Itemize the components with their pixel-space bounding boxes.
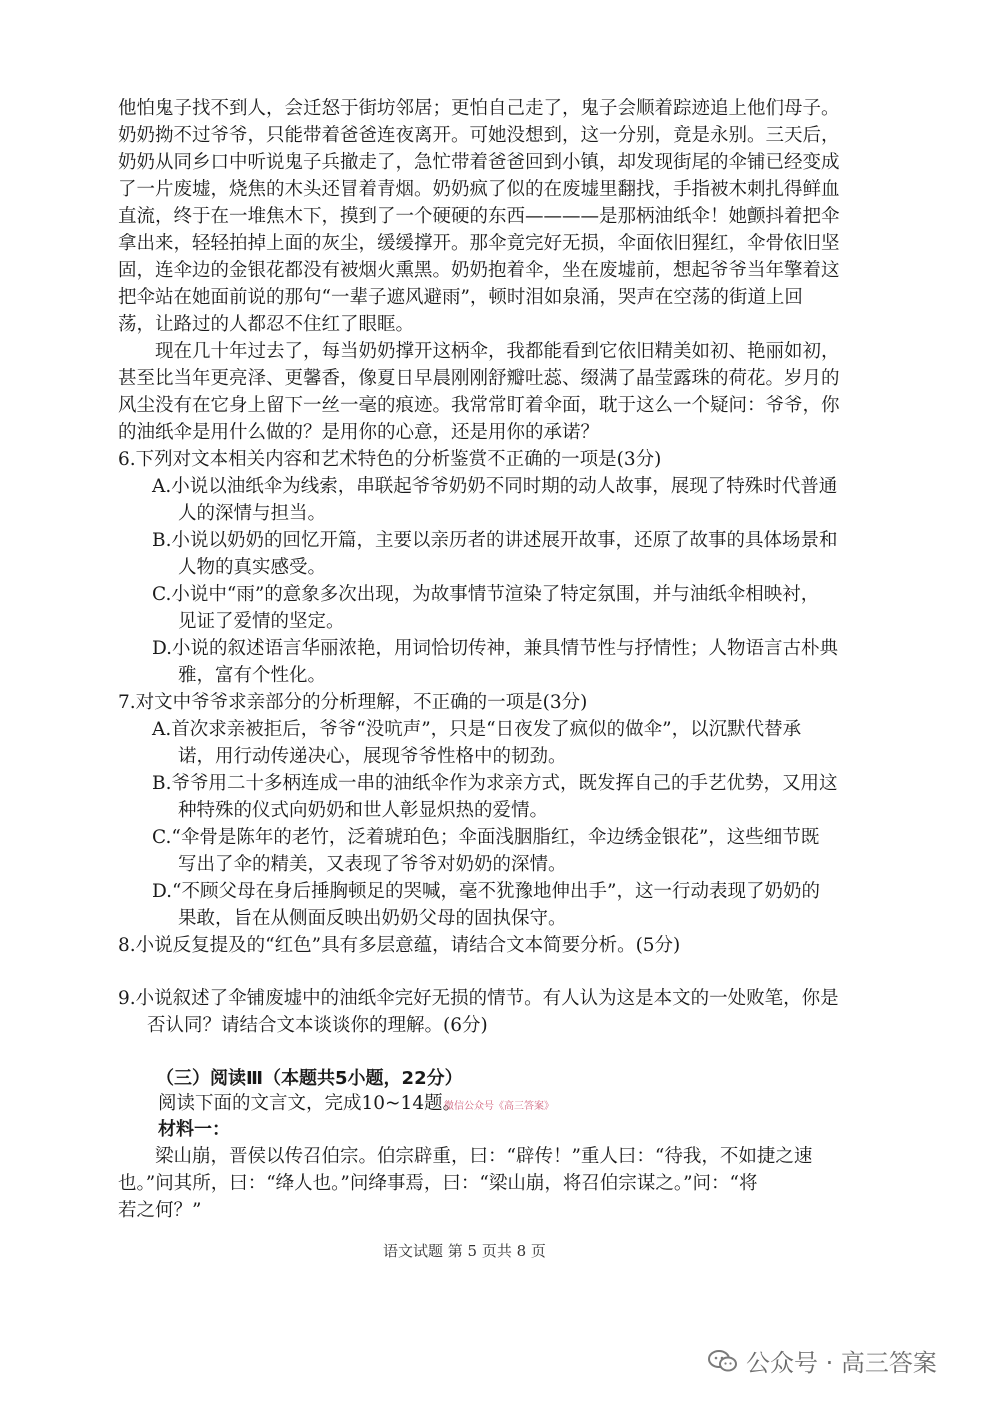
question-7-option-d: D.“不顾父母在身后捶胸顿足的哭喊，毫不犹豫地伸出手”，这一行动表现了奶奶的 xyxy=(152,881,820,902)
wechat-icon xyxy=(708,1349,738,1373)
question-9: 9.小说叙述了伞铺废墟中的油纸伞完好无损的情节。有人认为这是本文的一处败笔，你是 xyxy=(118,988,839,1009)
passage-line: 风尘没有在它身上留下一丝一毫的痕迹。我常常盯着伞面，耽于这么一个疑问：爷爷，你 xyxy=(118,395,840,416)
classical-text-line: 若之何？” xyxy=(118,1200,202,1221)
question-6-option-a-cont: 人的深情与担当。 xyxy=(178,503,327,524)
question-6-option-d: D.小说的叙述语言华丽浓艳，用词恰切传神，兼具情节性与抒情性；人物语言古朴典 xyxy=(152,638,839,659)
passage-line: 的油纸伞是用什么做的？是用你的心意，还是用你的承诺？ xyxy=(118,422,600,443)
classical-text-line: 梁山崩，晋侯以传召伯宗。伯宗辟重，曰：“辟传！”重人曰：“待我，不如捷之速 xyxy=(155,1146,813,1167)
classical-text-line: 也。”问其所，曰：“绛人也。”问绛事焉，曰：“梁山崩，将召伯宗谋之。”问：“将 xyxy=(118,1173,758,1194)
passage-line: 了一片废墟，烧焦的木头还冒着青烟。奶奶疯了似的在废墟里翻找，手指被木刺扎得鲜血 xyxy=(118,179,840,200)
question-7-option-c: C.“伞骨是陈年的老竹，泛着琥珀色；伞面浅胭脂红，伞边绣金银花”，这些细节既 xyxy=(152,827,820,848)
question-8: 8.小说反复提及的“红色”具有多层意蕴，请结合文本简要分析。(5分) xyxy=(118,935,681,956)
passage-line: 现在几十年过去了，每当奶奶撑开这柄伞，我都能看到它依旧精美如初、艳丽如初， xyxy=(155,341,840,362)
question-6-option-d-cont: 雅，富有个性化。 xyxy=(178,665,327,686)
watermark: 微信公众号《高三答案》 xyxy=(444,1101,554,1112)
passage-line: 把伞站在她面前说的那句“一辈子遮风避雨”，顿时泪如泉涌，哭声在空荡的街道上回 xyxy=(118,287,803,308)
question-7-option-b-cont: 种特殊的仪式向奶奶和世人彰显炽热的爱情。 xyxy=(178,800,549,821)
question-6-stem: 6.下列对文本相关内容和艺术特色的分析鉴赏不正确的一项是(3分) xyxy=(118,449,662,470)
question-9-cont: 否认同？请结合文本谈谈你的理解。(6分) xyxy=(147,1015,488,1036)
section-instruction: 阅读下面的文言文，完成10~14题。 xyxy=(158,1093,462,1114)
material-title: 材料一： xyxy=(158,1119,230,1140)
question-7-option-b: B.爷爷用二十多柄连成一串的油纸伞作为求亲方式，既发挥自己的手艺优势，又用这 xyxy=(152,773,838,794)
section-heading: （三）阅读Ⅲ（本题共5小题，22分） xyxy=(156,1068,463,1089)
question-7-option-d-cont: 果敢，旨在从侧面反映出奶奶父母的固执保守。 xyxy=(178,908,567,929)
question-6-option-b-cont: 人物的真实感受。 xyxy=(178,557,327,578)
passage-line: 甚至比当年更亮泽、更馨香，像夏日早晨刚刚舒瓣吐蕊、缀满了晶莹露珠的荷花。岁月的 xyxy=(118,368,840,389)
question-7-option-a-cont: 诺，用行动传递决心，展现爷爷性格中的韧劲。 xyxy=(178,746,567,767)
passage-line: 固，连伞边的金银花都没有被烟火熏黑。奶奶抱着伞，坐在废墟前，想起爷爷当年擎着这 xyxy=(118,260,840,281)
passage-line: 他怕鬼子找不到人，会迁怒于街坊邻居；更怕自己走了，鬼子会顺着踪迹追上他们母子。 xyxy=(118,98,840,119)
passage-line: 奶奶拗不过爷爷，只能带着爸爸连夜离开。可她没想到，这一分别，竟是永别。三天后， xyxy=(118,125,840,146)
brand-text: 公众号 · 高三答案 xyxy=(746,1349,937,1377)
question-6-option-a: A.小说以油纸伞为线索，串联起爷爷奶奶不同时期的动人故事，展现了特殊时代普通 xyxy=(152,476,838,497)
question-6-option-c: C.小说中“雨”的意象多次出现，为故事情节渲染了特定氛围，并与油纸伞相映衬， xyxy=(152,584,820,605)
question-7-option-c-cont: 写出了伞的精美，又表现了爷爷对奶奶的深情。 xyxy=(178,854,567,875)
brand-watermark xyxy=(708,1343,937,1378)
question-7-stem: 7.对文中爷爷求亲部分的分析理解，不正确的一项是(3分) xyxy=(118,692,588,713)
passage-line: 荡，让路过的人都忍不住红了眼眶。 xyxy=(118,314,415,335)
passage-line: 奶奶从同乡口中听说鬼子兵撤走了，急忙带着爸爸回到小镇，却发现街尾的伞铺已经变成 xyxy=(118,152,840,173)
passage-line: 拿出来，轻轻拍掉上面的灰尘，缓缓撑开。那伞竟完好无损，伞面依旧猩红，伞骨依旧坚 xyxy=(118,233,840,254)
question-7-option-a: A.首次求亲被拒后，爷爷“没吭声”，只是“日夜发了疯似的做伞”，以沉默代替承 xyxy=(152,719,802,740)
passage-line: 直流，终于在一堆焦木下，摸到了一个硬硬的东西————是那柄油纸伞！她颤抖着把伞 xyxy=(118,206,840,227)
question-6-option-b: B.小说以奶奶的回忆开篇，主要以亲历者的讲述展开故事，还原了故事的具体场景和 xyxy=(152,530,838,551)
question-6-option-c-cont: 见证了爱情的坚定。 xyxy=(178,611,345,632)
page-footer: 语文试题 第 5 页共 8 页 xyxy=(383,1242,546,1260)
